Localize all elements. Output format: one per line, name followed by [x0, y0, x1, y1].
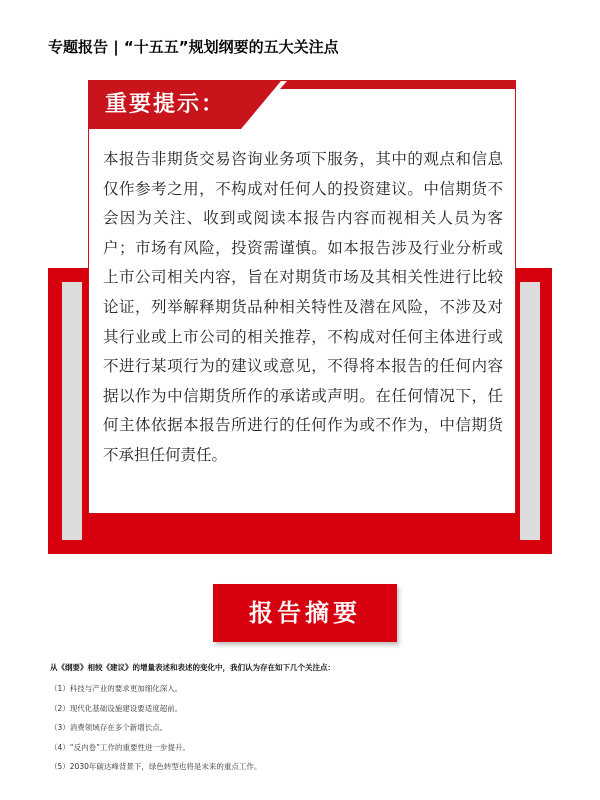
notice-body-text: 本报告非期货交易咨询业务项下服务，其中的观点和信息仅作参考之用，不构成对任何人的投资建议。中信期货不会因为关注、收到或阅读本报告内容而视相关人员为客户；市场有风险，投资需谨慎。如本报告涉及行业分析或上市公司相关内容，旨在对期货市场及其相关性进行比较论证，列举解释期货品种相关特性及潜在风险，不涉及对其行业或上市公司的相关推荐，不构成对任何主体进行或不进行某项行为的建议或意见，不得将本报告的任何内容据以作为中信期货所作的承诺或声明。在任何情况下，任何主体依据本报告所进行的任何作为或不作为，中信期货不承担任何责任。 — [103, 150, 503, 464]
list-item: （2）现代化基础设施建设要适度超前。 — [50, 703, 183, 713]
list-item: （1）科技与产业的要求更加细化深入。 — [50, 684, 183, 693]
notice-header — [89, 81, 515, 133]
summary-intro: 从《纲要》相较《建议》的增量表述和表述的变化中，我们认为存在如下几个关注点： — [50, 663, 335, 672]
list-item: （3）消费领域存在多个新增长点。 — [50, 723, 168, 732]
important-notice-card — [88, 80, 516, 514]
list-item: （4）“反内卷”工作的重要性进一步提升。 — [50, 742, 191, 752]
decorative-gray-bar-right — [520, 282, 540, 540]
summary-banner — [213, 584, 397, 642]
list-item: （5）2030年碳达峰背景下，绿色转型也将是未来的重点工作。 — [50, 762, 262, 771]
key-points-list — [50, 684, 261, 782]
decorative-gray-bar-left — [62, 282, 82, 540]
notice-heading: 重要提示： — [105, 92, 226, 117]
report-title: 专题报告 | “十五五”规划纲要的五大关注点 — [48, 38, 339, 56]
summary-title: 报告摘要 — [249, 599, 361, 627]
